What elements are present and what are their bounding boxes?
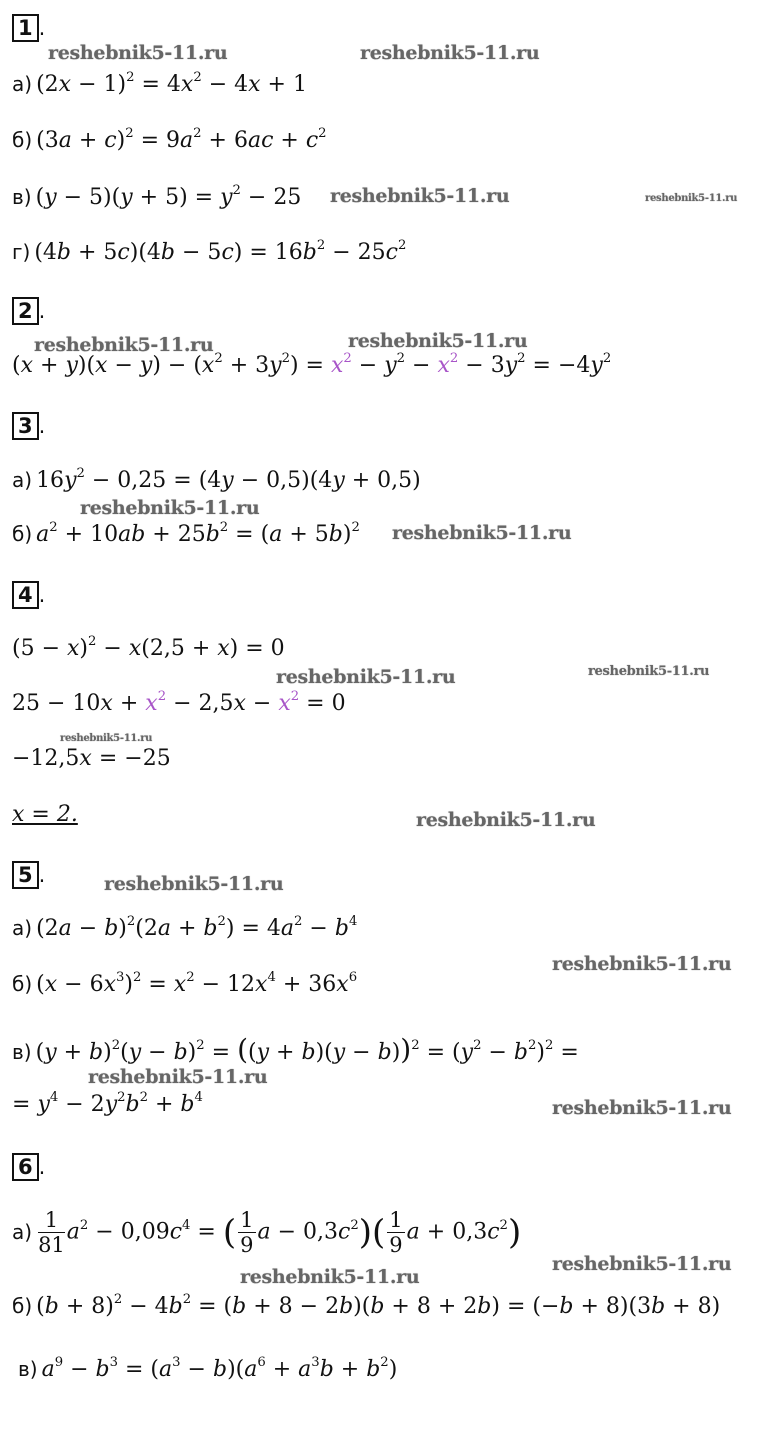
watermark: reshebnik5-11.ru bbox=[80, 497, 260, 519]
watermark: reshebnik5-11.ru bbox=[360, 42, 540, 64]
problem-2-equation: $(x + y)(x - y) - (x^2 + 3y^2) = x^2 - y^2 - x^2 - 3y^2 = -4y^2$ bbox=[12, 351, 612, 378]
problem-6c-equation: в) $a^9 - b^3 = (a^3 - b)(a^6 + a^3b + b^2)$ bbox=[18, 1355, 398, 1382]
problem-4-answer: x = 2. bbox=[12, 802, 78, 827]
problem-1b-equation: б) $(3a + c)^2 = 9a^2 + 6ac + c^2$ bbox=[12, 126, 327, 153]
watermark: reshebnik5-11.ru bbox=[240, 1266, 420, 1288]
problem-3a-equation: а) $16y^2 - 0,25 = (4y - 0,5)(4y + 0,5)$ bbox=[12, 466, 421, 493]
watermark: reshebnik5-11.ru bbox=[552, 1253, 732, 1275]
watermark: reshebnik5-11.ru bbox=[588, 664, 710, 679]
watermark: reshebnik5-11.ru bbox=[552, 953, 732, 975]
watermark: reshebnik5-11.ru bbox=[348, 330, 528, 352]
watermark: reshebnik5-11.ru bbox=[60, 733, 153, 744]
problem-5-number: 5 . bbox=[12, 861, 45, 889]
problem-6a-equation: а) $\frac{1}{81}$ $a^2 - 0,09c^4$ = ( $\frac{1}{9}$ $a - 0,3c^2$)( $\frac{1}{9}$ $a + 0,3c^2$) bbox=[12, 1208, 522, 1258]
watermark: reshebnik5-11.ru bbox=[416, 809, 596, 831]
problem-5c-equation-line-2: = $y^4 - 2y^2b^2 + b^4$ bbox=[12, 1090, 203, 1117]
problem-1a-equation: а) $(2x - 1)^2 = 4x^2 - 4x + 1$ bbox=[12, 70, 307, 97]
problem-3b-equation: б) $a^2 + 10ab + 25b^2 = (a + 5b)^2$ bbox=[12, 520, 360, 547]
watermark: reshebnik5-11.ru bbox=[104, 873, 284, 895]
problem-1-number: 1 . bbox=[12, 14, 45, 42]
problem-4-number: 4 . bbox=[12, 581, 45, 609]
problem-4-line-2: $25 - 10x + x^2 - 2,5x - x^2 = 0$ bbox=[12, 689, 346, 716]
problem-6b-equation: б) $(b + 8)^2 - 4b^2 = (b + 8 - 2b)(b + 8 + 2b) = (-b + 8)(3b + 8)$ bbox=[12, 1292, 721, 1319]
watermark: reshebnik5-11.ru bbox=[392, 522, 572, 544]
watermark: reshebnik5-11.ru bbox=[34, 334, 214, 356]
problem-5c-equation-line-1: в) $(y + b)^2(y - b)^2 = ((y + b)(y - b))^2 = (y^2 - b^2)^2$ = bbox=[12, 1033, 579, 1066]
watermark: reshebnik5-11.ru bbox=[276, 666, 456, 688]
problem-1c-equation: в) $(y - 5)(y + 5) = y^2 - 25$ bbox=[12, 183, 302, 210]
watermark: reshebnik5-11.ru bbox=[48, 42, 228, 64]
problem-2-number: 2 . bbox=[12, 297, 45, 325]
watermark: reshebnik5-11.ru bbox=[330, 185, 510, 207]
watermark: reshebnik5-11.ru bbox=[645, 193, 738, 204]
problem-4-line-1: $(5 - x)^2 - x(2,5 + x) = 0$ bbox=[12, 634, 285, 661]
watermark: reshebnik5-11.ru bbox=[552, 1097, 732, 1119]
problem-4-line-3: −12,5x = −25 bbox=[12, 746, 171, 771]
problem-6-number: 6 . bbox=[12, 1153, 45, 1181]
problem-3-number: 3 . bbox=[12, 412, 45, 440]
watermark: reshebnik5-11.ru bbox=[88, 1066, 268, 1088]
problem-1d-equation: г) $(4b + 5c)(4b - 5c) = 16b^2 - 25c^2$ bbox=[12, 238, 407, 265]
problem-5b-equation: б) $(x - 6x^3)^2 = x^2 - 12x^4 + 36x^6$ bbox=[12, 970, 358, 997]
problem-5a-equation: а) $(2a - b)^2(2a + b^2) = 4a^2 - b^4$ bbox=[12, 914, 358, 941]
